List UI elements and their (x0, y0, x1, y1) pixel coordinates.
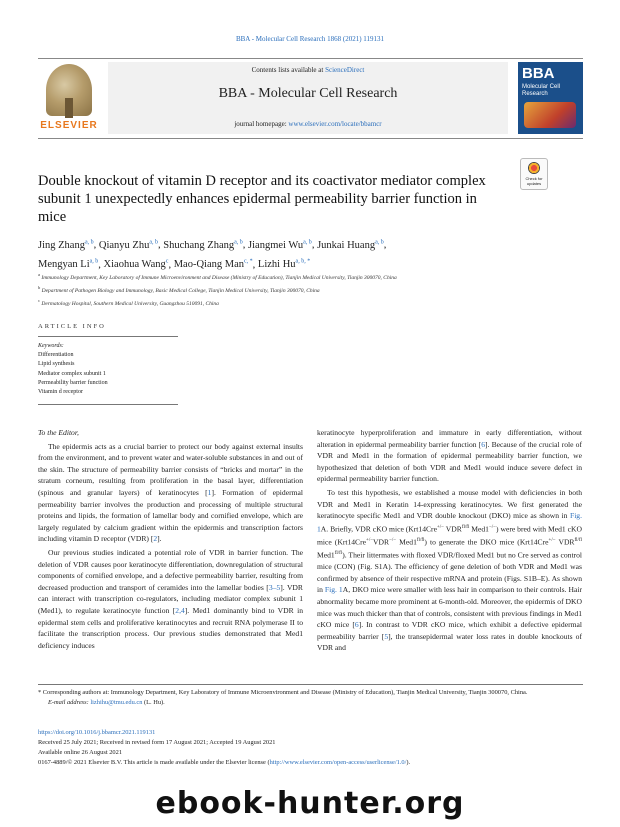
author-name: Mengyan Li (38, 259, 90, 270)
affiliation-mark: c (38, 297, 40, 303)
citation-link[interactable]: 6 (481, 439, 486, 449)
email-line (38, 698, 583, 708)
watermark: ebook-hunter.org (155, 786, 465, 821)
sciencedirect-link[interactable]: ScienceDirect (325, 66, 365, 74)
keywords-block (38, 342, 198, 397)
salutation: To the Editor, (38, 428, 79, 437)
author-affiliation-mark[interactable]: a, b (89, 258, 99, 265)
author-affiliation-mark[interactable]: a, b (84, 239, 94, 245)
doi-link[interactable]: https://doi.org/10.1016/j.bbamcr.2021.119131 (38, 729, 156, 736)
journal-cover-image (518, 62, 583, 134)
author-name: Jing Zhang (38, 239, 85, 251)
citation-link[interactable]: 5 (384, 631, 389, 641)
author-affiliation-mark[interactable]: c, * (244, 258, 253, 265)
article-info-rule-bottom (38, 404, 178, 405)
keyword: Vitamin d receptor (38, 389, 83, 396)
author-list: Jing Zhang$^{a, b}$, Qianyu Zhu$^{a, b}$, Shuchang Zhang$^{a, b}$, Jiangmei Wu$^{a, b}$, Junkai Huang$^{a, b}$, Mengyan Li$^{a, b}$, Xiaohua Wang$^c$, Mao-Qiang Man$^{c, *}$, Lizhi $Hu^{a, b, *}$ (38, 239, 387, 270)
citation-link[interactable]: 2 (153, 534, 158, 544)
journal-name: BBA - Molecular Cell Research (218, 86, 398, 101)
keyword: Mediator complex subunit 1 (38, 370, 106, 377)
article-title: Double knockout of vitamin D receptor and its coactivator mediator complex subunit 1 unexpectedly enhances epidermal permeability barrier function in mice (38, 173, 486, 225)
check-updates-icon (528, 162, 540, 174)
citation-link[interactable]: 6 (354, 620, 359, 630)
article-info-rule (38, 336, 178, 337)
journal-homepage-link[interactable]: www.elsevier.com/locate/bbamcr (288, 120, 382, 128)
author[interactable] (99, 240, 158, 251)
elsevier-wordmark: ELSEVIER (40, 120, 98, 131)
license-line (38, 758, 583, 768)
author[interactable] (317, 240, 384, 251)
elsevier-tree-trunk (65, 98, 73, 118)
author[interactable] (248, 240, 312, 251)
author-name: Lizhi Hu (257, 259, 296, 270)
figure-link[interactable]: Fig. 1 (324, 585, 343, 595)
author-affiliation-mark[interactable]: a, b (149, 239, 158, 245)
contents-prefix: Contents lists available at (251, 66, 326, 74)
affiliations (38, 270, 578, 308)
author-affiliation-mark[interactable]: a, b, * (295, 258, 311, 265)
author-name: Xiaohua Wang (103, 259, 166, 270)
masthead-banner (108, 62, 508, 134)
author[interactable] (104, 259, 169, 270)
footnote-rule (38, 684, 583, 685)
author[interactable] (258, 259, 310, 270)
contents-line (108, 66, 508, 74)
cover-subtitle: Molecular Cell Research (522, 84, 561, 97)
affiliation-text: Immunology Department, Key Laboratory of Immune Microenvironment and Disease (Ministry of Education), Tianjin Medical University, Tianjin 300070, China (41, 274, 397, 281)
check-updates-label: Check for updates (525, 176, 543, 186)
author-name: Qianyu Zhu (98, 239, 150, 251)
citation-link[interactable]: 3–5 (268, 582, 281, 592)
license-suffix: ). (406, 759, 411, 766)
affiliation-text: Department of Pathogen Biology and Immunology, Basic Medical College, Tianjin Medical University, Tianjin 300070, China (41, 287, 320, 294)
author-affiliation-mark[interactable]: c (165, 258, 169, 265)
cover-artwork (524, 102, 576, 128)
license-link[interactable]: http://www.elsevier.com/open-access/userlicense/1.0/ (269, 759, 407, 766)
received-dates: Received 25 July 2021; Received in revised form 17 August 2021; Accepted 19 August 2021 (38, 739, 276, 746)
affiliation-mark: b (38, 284, 41, 290)
cover-title: BBA (522, 65, 555, 82)
affiliation (38, 283, 578, 296)
check-for-updates-button[interactable] (520, 158, 548, 190)
journal-masthead (38, 62, 583, 134)
author-name: Mao-Qiang Man (173, 259, 244, 270)
email-link[interactable]: lizhihu@tmu.edu.cn (90, 699, 143, 706)
homepage-prefix: journal homepage: (234, 120, 289, 128)
author-affiliation-mark[interactable]: a, b (375, 239, 384, 245)
citation-link[interactable]: 1 (207, 487, 212, 497)
author-affiliation-mark[interactable]: a, b (234, 239, 243, 245)
article-info-heading: ARTICLE INFO (38, 323, 106, 330)
keyword: Lipid synthesis (38, 361, 75, 368)
author-name: Jiangmei Wu (248, 239, 304, 251)
body-column-left (38, 427, 303, 651)
body-column-right (317, 427, 582, 654)
elsevier-logo (38, 62, 100, 134)
body-paragraph: The epidermis acts as a crucial barrier to protect our body against external insults from the environment, and to prevent water and water-soluble substances in and out of the skin. The structure of permeability barrier consists of “bricks and mortar” in the stratum corneum, resulting from proliferation in the basal layer, differentiation (spinous and granular layers) of keratinocytes [1]. Formation of epidermal permeability barrier involves the production and processing of multiple structural proteins and lipids, the formation of lamellar body and cornified envelope, which are largely regulated by calcium gradient within the epidermis and transcription factors including vitamin D receptor (VDR) [2]. (38, 441, 304, 544)
affiliation-text: Dermatology Hospital, Southern Medical University, Guangzhou 510091, China (41, 300, 219, 307)
keywords-label: Keywords: (38, 343, 64, 349)
author-name: Shuchang Zhang (163, 239, 235, 251)
body-paragraph: To test this hypothesis, we established a mouse model with deficiencies in both VDR and Med1 in Keratin 14-expressing keratinocytes. We first generated the keratinocyte specific Med1 and VDR double knockout (DKO) mice as shown in Fig. 1A. Briefly, VDR cKO mice (Krt14Cre+/− $VDR^{fl/fl}$ Med1−/−) were bred with Med1 cKO mice (Krt14Cre+/−VDR−/− $Med1^{fl/fl}$) to generate the DKO mice (Krt14Cre+/− $VDR^{fl/fl}$ $Med1^{fl/fl}$). Their littermates with floxed VDR/floxed Med1 but no Cre served as control mice (CON) (Fig. S1A). The efficiency of gene deletion of both VDR and Med1 was confirmed by absence of their respective mRNA and protein (Figs. S1B–E). As shown in Fig. 1A, DKO mice were smaller with less hair in comparison to their controls. Hair abnormality became more prominent at 6-month-old. Moreover, the epidermis of DKO mice was much thicker than that of controls, consistent with previous findings in Med1 cKO mice [6]. In contrast to VDR cKO mice, which exhibit a defective epidermal permeability barrier [5], the transepidermal water loss rates in double knockouts of VDR and (317, 487, 582, 653)
author[interactable] (174, 259, 253, 270)
author-affiliation-mark[interactable]: a, b (303, 239, 312, 245)
running-head: BBA - Molecular Cell Research 1868 (2021) 119131 (235, 35, 385, 43)
body-paragraph: keratinocyte hyperproliferation and immature in early differentiation, without alteration in epidermal permeability barrier function [6]. Because of the crucial role of VDR and Med1 in the formation of epidermal permeability barrier function, we hypothesized that deletion of both VDR and Med1 would induce severe defect in epidermal permeability barrier function. (317, 428, 582, 484)
available-online: Available online 26 August 2021 (38, 749, 123, 756)
keyword: Differentiation (38, 352, 74, 359)
article-metadata (38, 728, 583, 768)
corresponding-authors: * Corresponding authors at: Immunology Department, Key Laboratory of Immune Microenvironment and Disease (Ministry of Education), Tianjin Medical University, Tianjin 300070, China. (38, 689, 528, 696)
citation-link[interactable]: 2,4 (175, 605, 185, 615)
affiliation (38, 270, 578, 283)
author-name: Junkai Huang (317, 239, 376, 251)
body-paragraph: Our previous studies indicated a potential role of VDR in barrier function. The deletion of VDR causes poor keratinocyte differentiation, downregulation of structural components of cornified envelope, and a defective permeability barrier, resulting from decreased production and transport of ceramides into the lamellar bodies [3–5]. VDR can interact with transcription co-regulators, including mediator complex subunit 1 (Med1), to regulate keratinocyte function [2,4]. Med1 dominantly bind to VDR in epidermal stem cells and proliferative keratinocytes and recruit RNA polymerase II to facilitate the transcription process. Our previous studies demonstrated that Med1 deficiency induces (38, 547, 303, 650)
affiliation-mark: a (38, 272, 40, 277)
affiliation (38, 296, 578, 309)
author[interactable] (38, 240, 94, 251)
keyword: Permeability barrier function (38, 379, 108, 386)
author[interactable] (163, 240, 243, 251)
corresponding-footnote (38, 688, 583, 708)
email-label: E-mail address: (48, 699, 91, 706)
author[interactable] (38, 259, 98, 270)
figure-link[interactable]: Fig. 1 (317, 511, 582, 534)
masthead-top-rule (38, 58, 583, 59)
masthead-bottom-rule (38, 138, 583, 139)
homepage-line (108, 120, 508, 128)
license-prefix: 0167-4889/© 2021 Elsevier B.V. This article is made available under the Elsevier license ( (38, 759, 270, 766)
email-suffix: (L. Hu). (142, 699, 165, 706)
